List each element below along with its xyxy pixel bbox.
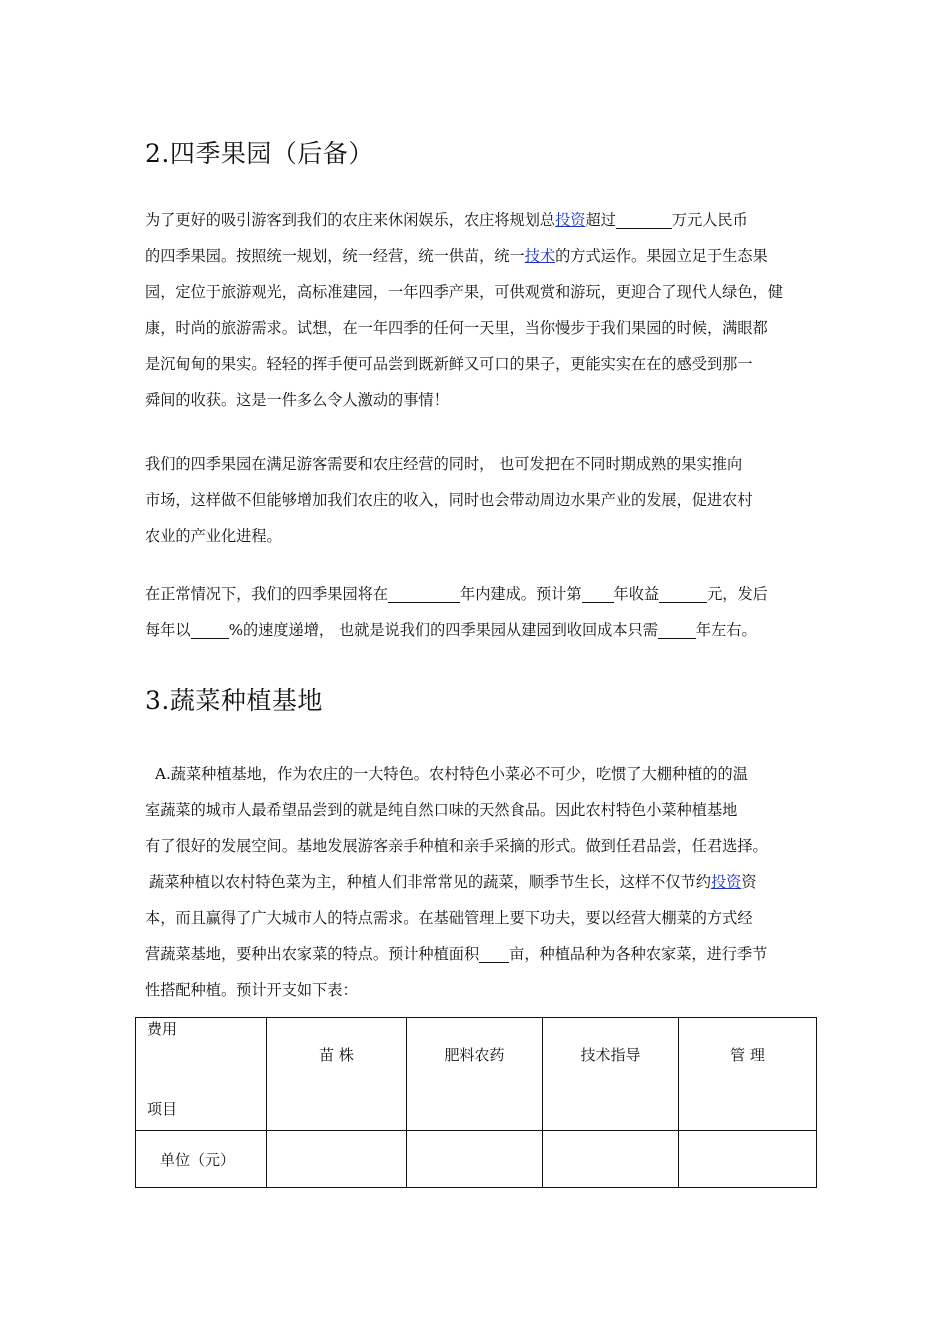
section-heading-vegetable-base: 3.蔬菜种植基地 <box>145 686 323 715</box>
technology-link[interactable]: 技术 <box>524 247 556 265</box>
table-row <box>136 1131 817 1188</box>
text-span: 营蔬菜基地，要种出农家菜的特点。预计种植面积 <box>145 945 480 963</box>
text-line <box>145 612 810 648</box>
text-line: 是沉甸甸的果实。轻轻的挥手便可品尝到既新鲜又可口的果子，更能实实在在的感受到那一 <box>145 355 753 373</box>
text-line: 性搭配种植。预计开支如下表： <box>145 981 358 999</box>
fill-blank <box>658 621 696 639</box>
corner-label-item: 项目 <box>147 1100 178 1118</box>
text-span: 亩，种植品种为各种农家菜，进行季节 <box>509 945 768 963</box>
text-line: 园，定位于旅游观光，高标准建园，一年四季产果，可供观赏和游玩，更迎合了现代人绿色，健 <box>145 283 783 301</box>
text-span: 年收益 <box>613 585 660 603</box>
orchard-intro-paragraph <box>145 202 810 418</box>
orchard-schedule-paragraph <box>145 576 810 648</box>
table-cell <box>407 1131 543 1188</box>
row-label-unit: 单位（元） <box>136 1131 267 1188</box>
vegetable-intro-paragraph <box>145 756 810 864</box>
text-line: 有了很好的发展空间。基地发展游客亲手种植和亲手采摘的形式。做到任君品尝，任君选择。 <box>145 837 768 855</box>
column-header-management: 管 理 <box>679 1018 817 1131</box>
text-span: 每年以 <box>145 621 191 639</box>
fill-blank <box>616 211 672 229</box>
text-span: 超过 <box>585 211 616 229</box>
text-line: A.蔬菜种植基地，作为农庄的一大特色。农村特色小菜必不可少，吃惯了大棚种植的的温 <box>155 765 748 783</box>
orchard-market-paragraph <box>145 446 810 554</box>
text-line: 本，而且赢得了广大城市人的特点需求。在基础管理上要下功夫，要以经营大棚菜的方式经 <box>145 909 753 927</box>
table-corner-cell <box>136 1018 267 1131</box>
text-line: 室蔬菜的城市人最希望品尝到的就是纯自然口味的天然食品。因此农村特色小菜种植基地 <box>145 801 738 819</box>
text-line: 康，时尚的旅游需求。试想，在一年四季的任何一天里，当你慢步于我们果园的时候，满眼都 <box>145 319 768 337</box>
column-header-fertilizer: 肥料农药 <box>407 1018 543 1131</box>
text-span: 蔬菜种植以农村特色菜为主，种植人们非常常见的蔬菜，顺季节生长，这样不仅节约 <box>149 873 711 891</box>
text-line: 我们的四季果园在满足游客需要和农庄经营的同时， 也可发把在不同时期成熟的果实推向 <box>145 455 743 473</box>
text-line: 舜间的收获。这是一件多么令人激动的事情！ <box>145 391 449 409</box>
text-span: 年内建成。预计第 <box>460 585 582 603</box>
column-header-technical: 技术指导 <box>543 1018 679 1131</box>
text-span: 在正常情况下，我们的四季果园将在 <box>145 585 388 603</box>
fill-blank <box>388 585 460 603</box>
investment-link[interactable]: 投资 <box>555 211 586 229</box>
fill-blank <box>582 585 614 603</box>
table-cell <box>543 1131 679 1188</box>
fill-blank <box>659 585 707 603</box>
text-span: 的方式运作。果园立足于生态果 <box>555 247 768 265</box>
text-line <box>145 202 810 238</box>
text-line <box>145 576 810 612</box>
text-span: %的速度递增， 也就是说我们的四季果园从建园到收回成本只需 <box>228 621 658 639</box>
table-cell <box>267 1131 407 1188</box>
text-line: 市场，这样做不但能够增加我们农庄的收入，同时也会带动周边水果产业的发展，促进农村 <box>145 491 753 509</box>
column-header-seedlings: 苗 株 <box>267 1018 407 1131</box>
expense-table <box>135 1017 817 1188</box>
text-span: 为了更好的吸引游客到我们的农庄来休闲娱乐，农庄将规划总 <box>145 211 556 229</box>
fill-blank <box>191 621 229 639</box>
text-line <box>145 936 810 972</box>
text-span: 元，发后 <box>707 585 768 603</box>
corner-label-cost: 费用 <box>147 1020 178 1038</box>
text-line <box>145 864 810 900</box>
fill-blank <box>479 945 509 963</box>
section-heading-orchard: 2.四季果园（后备） <box>145 139 374 168</box>
table-header-row <box>136 1018 817 1131</box>
table-cell <box>679 1131 817 1188</box>
text-span: 年左右。 <box>695 621 757 639</box>
investment-link-2[interactable]: 投资 <box>710 873 742 891</box>
text-line <box>145 238 810 274</box>
vegetable-plan-paragraph <box>145 864 810 1008</box>
text-span: 的四季果园。按照统一规划，统一经营，统一供苗，统一 <box>145 247 525 265</box>
text-span: 万元人民币 <box>671 211 748 229</box>
text-line: 农业的产业化进程。 <box>145 527 282 545</box>
text-span: 资 <box>741 873 757 891</box>
